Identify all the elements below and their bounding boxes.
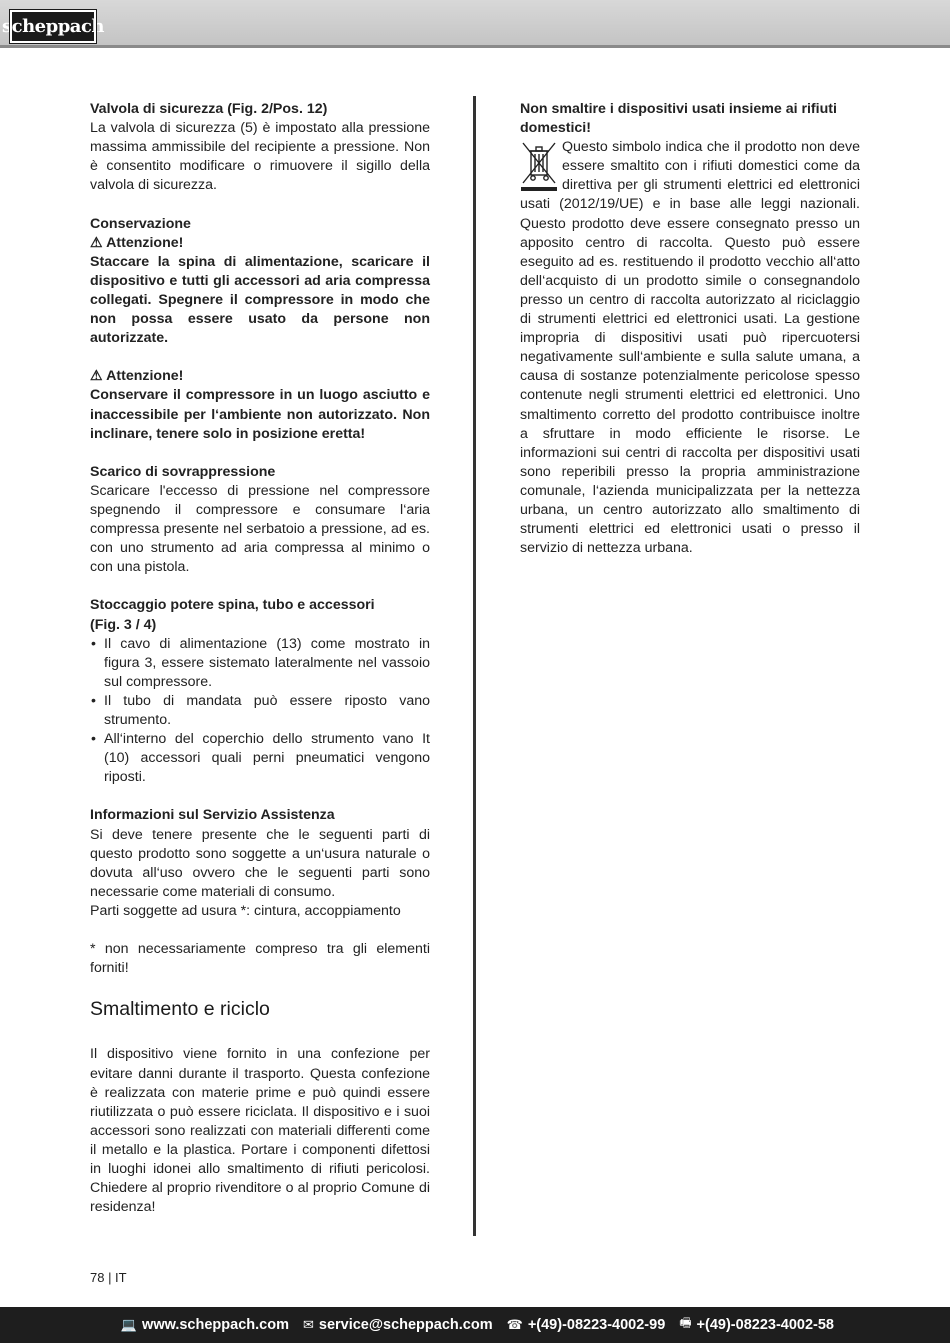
fax-icon: 🖷 bbox=[679, 1316, 692, 1331]
email-text: service@scheppach.com bbox=[318, 1317, 493, 1333]
website-text: www.scheppach.com bbox=[142, 1317, 289, 1333]
safety-valve-text: La valvola di sicurezza (5) è impostato alla pressione massima ammissibile del recipiente a pressione. Non è consentito modificare o rimuovere il sigillo della valvola di sicurezza. bbox=[90, 120, 430, 194]
list-item: • Il cavo di alimentazione (13) come mostrato in figura 3, essere sistemato lateralmente nel vassoio sul compressore. bbox=[90, 635, 430, 692]
wear-parts: Parti soggette ad usura *: cintura, accoppiamento bbox=[90, 902, 401, 919]
overpressure-title: Scarico di sovrappressione bbox=[90, 463, 276, 480]
disposal-text: Il dispositivo viene fornito in una confezione per evitare danni durante il trasporto. Questa confezione è realizzata con materie prime e può quindi essere riutilizzata o può essere riciclata. Il dispositivo e i suoi accessori sono realizzati con materiali differenti come il metallo e la plastica. Portare i componenti difettosi in luoghi idonei allo smaltimento di rifiuti pericolosi. Chiedere al proprio rivenditore o al proprio Comune di residenza! bbox=[90, 1046, 430, 1216]
warning-label: ⚠ Attenzione! bbox=[90, 368, 184, 385]
fax-text: +(49)-08223-4002-58 bbox=[696, 1317, 834, 1333]
email-link[interactable] bbox=[303, 1317, 493, 1333]
stowage-section bbox=[90, 596, 430, 787]
service-title: Informazioni sul Servizio Assistenza bbox=[90, 807, 335, 824]
stowage-list bbox=[90, 635, 430, 788]
phone-text: +(49)-08223-4002-99 bbox=[527, 1317, 666, 1333]
mail-icon: ✉ bbox=[302, 1317, 314, 1333]
overpressure-text: Scaricare l'eccesso di pressione nel compressore spegnendo il compressore e consumare l‘aria compressa presente nel serbatoio a pressione, ad es. con uno strumento ad aria compressa al minimo o con una pistola. bbox=[90, 482, 430, 576]
footnote: * non necessariamente compreso tra gli elementi forniti! bbox=[90, 941, 430, 977]
storage-warning-section bbox=[90, 367, 430, 443]
safety-valve-section bbox=[90, 100, 430, 195]
brand-logo: scheppach bbox=[10, 10, 96, 43]
stowage-title: Stoccaggio potere spina, tubo e accessori bbox=[90, 597, 375, 614]
stowage-subtitle: (Fig. 3 / 4) bbox=[90, 616, 157, 633]
weee-section bbox=[520, 138, 860, 558]
computer-icon: 💻 bbox=[120, 1317, 138, 1333]
disposal-heading: Smaltimento e riciclo bbox=[90, 998, 270, 1021]
phone-number bbox=[507, 1317, 666, 1333]
warning-label: ⚠ Attenzione! bbox=[90, 234, 184, 251]
storage-title: Conservazione bbox=[90, 215, 191, 232]
phone-icon: ☎ bbox=[506, 1317, 523, 1333]
page-footer bbox=[0, 1307, 950, 1343]
left-column bbox=[90, 100, 430, 1217]
crossed-bin-icon bbox=[520, 140, 558, 192]
warning-text: Conservare il compressore in un luogo asciutto e inaccessibile per l‘ambiente non autorizzato. Non inclinare, tenere solo in posizione eretta! bbox=[90, 387, 430, 442]
list-item: • Il tubo di mandata può essere riposto vano strumento. bbox=[90, 692, 430, 730]
service-section bbox=[90, 806, 430, 921]
right-column bbox=[520, 100, 860, 558]
list-item: • All‘interno del coperchio dello strumento vano It (10) accessori quali perni pneumatici vengono riposti. bbox=[90, 730, 430, 787]
weee-text: Questo simbolo indica che il prodotto non deve essere smaltito con i rifiuti domestici come da direttiva per gli strumenti elettrici ed elettronici usati (2012/19/UE) e in base alle leggi nazionali. Questo prodotto deve essere consegnato presso un apposito centro di raccolta. Questo può essere eseguito ad es. restituendo il prodotto vecchio all‘atto dell‘acquisto di un prodotto simile o consegnandolo presso un centro di raccolta autorizzato al riciclaggio di strumenti elettrici ed elettronici usati. La gestione impropria di dispositivi usati può ripercuotersi negativamente sull‘ambiente e sulla salute umana, a causa di sostanze potenzialmente pericolose spesso contenute negli strumenti elettrici ed elettronici. Uno smaltimento corretto del prodotto contribuisce inoltre a sfruttare in modo efficiente le risorse. Le informazioni sui centri di raccolta per dispositivi usati sono reperibili presso la propria amministrazione comunale, l‘azienda municipalizzata per la nettezza urbana, un centro autorizzato allo smaltimento di strumenti elettrici ed elettronici usati o presso il servizio di nettezza urbana. bbox=[520, 139, 860, 557]
safety-valve-title: Valvola di sicurezza (Fig. 2/Pos. 12) bbox=[90, 101, 328, 117]
page-number: 78 | IT bbox=[90, 1270, 127, 1285]
storage-section bbox=[90, 215, 430, 349]
page-header bbox=[0, 0, 950, 48]
weee-title: Non smaltire i dispositivi usati insieme ai rifiuti domestici! bbox=[520, 101, 837, 137]
fax-number bbox=[679, 1314, 834, 1336]
website-link[interactable] bbox=[121, 1317, 289, 1333]
service-text: Si deve tenere presente che le seguenti parti di questo prodotto sono soggette a un‘usura naturale o dovuta all‘uso ovvero che le seguenti parti sono necessarie come materiali di consumo. bbox=[90, 826, 430, 900]
warning-text: Staccare la spina di alimentazione, scaricare il dispositivo e tutti gli accessori ad aria compressa collegati. Spegnere il compressore in modo che non possa essere usato da persone non autorizzate. bbox=[90, 253, 430, 347]
overpressure-section bbox=[90, 463, 430, 578]
column-divider bbox=[473, 96, 476, 1236]
